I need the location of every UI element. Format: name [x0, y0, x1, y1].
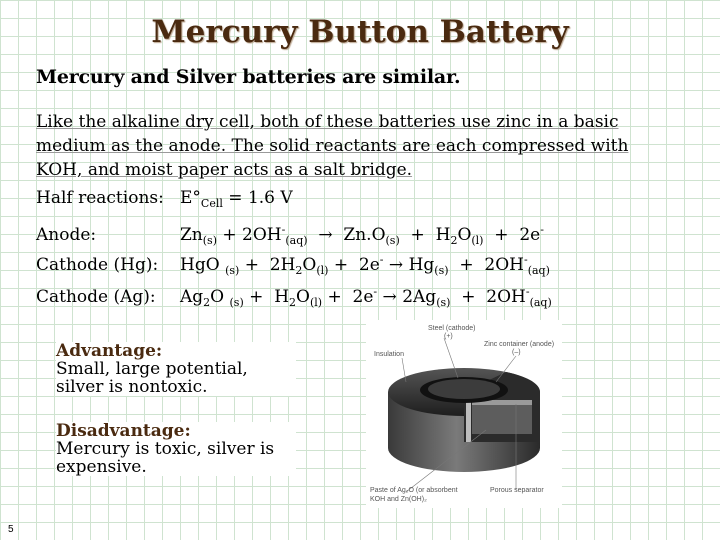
ag-o: O [296, 287, 310, 307]
hg-oh-state: (aq) [527, 264, 550, 277]
hg-o: O [302, 255, 317, 275]
ag-e-charge: - [373, 285, 378, 298]
hg-oh: + 2OH [448, 255, 524, 275]
ag-product: 2Ag [402, 287, 437, 307]
cathode-hg-reaction-row [36, 248, 550, 283]
zinc-sign-label: (–) [512, 349, 521, 356]
anode-h: + H [399, 225, 451, 245]
ag-ag2-sub: 2 [203, 296, 211, 309]
ag-oh: + 2OH [450, 287, 526, 307]
ecell-value: = 1.6 V [222, 188, 293, 208]
anode-h2-sub: 2 [450, 234, 458, 247]
advantage-heading: Advantage: [56, 341, 163, 361]
ag-electrons: + 2e [322, 287, 374, 307]
ag-product-state: (s) [436, 296, 451, 309]
paste-layer [472, 400, 532, 434]
ag-h2o-state: (l) [309, 296, 323, 309]
slide-title: Mercury Button Battery [151, 14, 569, 50]
anode-zn: Zn [180, 225, 203, 245]
advantage-box [56, 342, 296, 396]
ag-o-after: O [210, 287, 230, 307]
hg-product-state: (s) [434, 264, 449, 277]
anode-e-charge: - [540, 223, 544, 236]
anode-zno-state: (s) [385, 234, 400, 247]
ag-h2-sub: 2 [289, 296, 297, 309]
advantage-text: Small, large potential, silver is nontoxic. [56, 359, 248, 397]
steel-label: Steel (cathode) [428, 325, 476, 332]
paste-label-2: KOH and Zn(OH)₂ [370, 496, 427, 503]
ag-arrow: → [377, 287, 403, 307]
hg-arrow: → [383, 255, 409, 275]
hg-oh-charge: - [523, 253, 528, 266]
intro-paragraph: Like the alkaline dry cell, both of these batteries use zinc in a basic medium as the anode. The solid reactants are each compressed with KOH, and moist paper acts as a salt bridge. [36, 112, 629, 180]
ag-oh-state: (aq) [529, 296, 552, 309]
anode-label: Anode: [36, 225, 97, 245]
anode-arrow: → [307, 225, 344, 245]
hg-product: Hg [408, 255, 435, 275]
paste-label-1: Paste of Ag₂O (or absorbent [370, 487, 458, 494]
anode-electrons: + 2e [483, 225, 541, 245]
anode-oh-state: (aq) [285, 234, 308, 247]
page-number: 5 [8, 524, 14, 535]
ag-oh-charge: - [525, 285, 530, 298]
hg-hgo: HgO [180, 255, 226, 275]
hg-electrons: + 2e [328, 255, 380, 275]
ag-ag2o-state: (s) [229, 296, 244, 309]
slide-subtitle: Mercury and Silver batteries are similar. [36, 66, 461, 88]
hg-hgo-state: (s) [225, 264, 240, 277]
ecell-symbol: E° [180, 188, 201, 208]
ecell-subscript: Cell [200, 197, 223, 210]
anode-zn-state: (s) [202, 234, 217, 247]
disadvantage-box [56, 422, 296, 476]
battery-cutaway-figure [366, 320, 562, 508]
zinc-label: Zinc container (anode) [484, 341, 555, 348]
disadvantage-text: Mercury is toxic, silver is expensive. [56, 439, 275, 477]
zinc-cap [428, 379, 500, 399]
hg-h2-sub: 2 [295, 264, 303, 277]
hg-e-charge: - [379, 253, 384, 266]
separator-label: Porous separator [490, 487, 544, 494]
anode-zno: Zn.O [343, 225, 386, 245]
insulation-label: Insulation [374, 351, 404, 358]
anode-oh: + 2OH [217, 225, 282, 245]
cathode-hg-label: Cathode (Hg): [36, 255, 159, 275]
ag-h: + H [243, 287, 290, 307]
anode-oh-charge: - [281, 223, 286, 236]
ag-ag: Ag [180, 287, 204, 307]
disadvantage-heading: Disadvantage: [56, 421, 191, 441]
half-reactions-label: Half reactions: [36, 188, 164, 208]
hg-h2o-state: (l) [316, 264, 329, 277]
anode-h2o-state: (l) [471, 234, 484, 247]
hg-h: + 2H [239, 255, 296, 275]
anode-o: O [457, 225, 472, 245]
steel-sign-label: (+) [444, 333, 453, 340]
cathode-ag-label: Cathode (Ag): [36, 287, 156, 307]
half-reactions-row [36, 186, 293, 216]
battery-diagram [366, 320, 562, 508]
cathode-ag-reaction-row [36, 280, 552, 315]
